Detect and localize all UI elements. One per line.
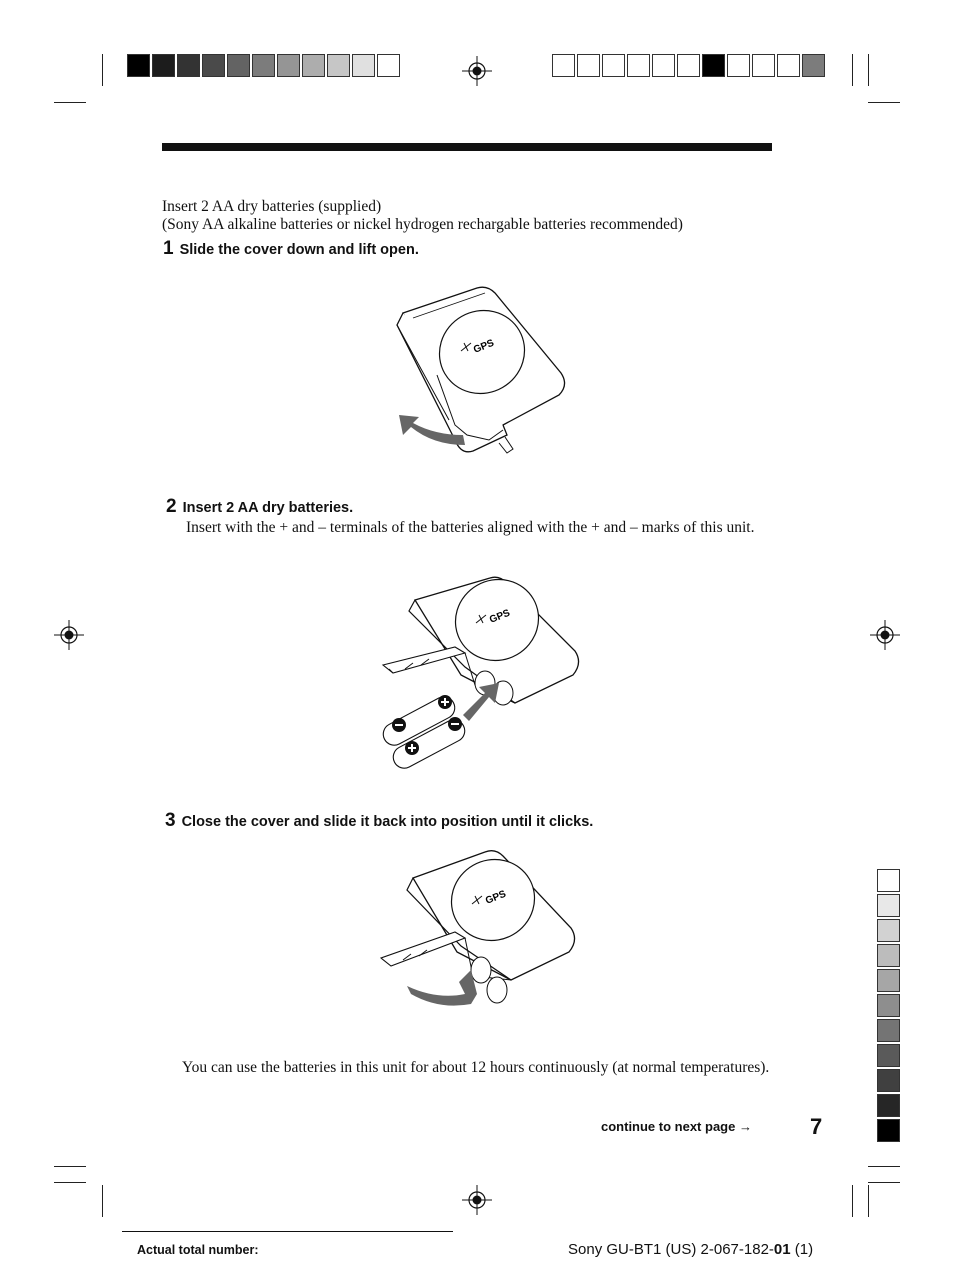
step-number: 2 — [166, 496, 177, 517]
crop-mark — [852, 1185, 853, 1217]
crop-mark — [868, 102, 900, 103]
crop-mark — [868, 1166, 900, 1167]
color-swatch — [877, 1044, 900, 1067]
intro-line-1: Insert 2 AA dry batteries (supplied) — [162, 198, 382, 215]
color-swatch — [877, 1069, 900, 1092]
registration-mark-icon — [870, 620, 900, 650]
crop-mark — [868, 54, 869, 86]
color-swatch — [202, 54, 225, 77]
color-swatch — [877, 919, 900, 942]
color-swatch — [727, 54, 750, 77]
illustration-open-cover — [385, 285, 575, 460]
battery-note: You can use the batteries in this unit for about 12 hours continuously (at normal temperatures). — [182, 1059, 770, 1076]
color-swatch — [877, 969, 900, 992]
color-swatch — [702, 54, 725, 77]
color-swatch — [227, 54, 250, 77]
color-swatch — [652, 54, 675, 77]
footer-total-label: Actual total number: — [137, 1243, 259, 1257]
color-calibration-bar — [552, 54, 827, 77]
color-swatch — [127, 54, 150, 77]
device-label: GPS — [484, 888, 508, 907]
continue-link[interactable] — [601, 1119, 752, 1134]
color-swatch — [677, 54, 700, 77]
close-arrow-icon — [407, 970, 477, 1006]
color-swatch — [152, 54, 175, 77]
crop-mark — [102, 54, 103, 86]
registration-mark-icon — [462, 1185, 492, 1215]
color-swatch — [302, 54, 325, 77]
step-title: Close the cover and slide it back into position until it clicks. — [181, 814, 594, 830]
color-swatch — [277, 54, 300, 77]
color-swatch — [877, 944, 900, 967]
crop-mark — [868, 1182, 900, 1183]
color-swatch — [877, 1119, 900, 1142]
color-swatch — [752, 54, 775, 77]
color-swatch — [877, 1094, 900, 1117]
crop-mark — [54, 1166, 86, 1167]
step-2-heading — [166, 496, 353, 518]
step-number: 3 — [165, 810, 176, 831]
color-swatch — [577, 54, 600, 77]
step-title: Insert 2 AA dry batteries. — [182, 500, 354, 516]
continue-text: continue to next page — [601, 1119, 736, 1134]
registration-mark-icon — [54, 620, 84, 650]
color-swatch — [377, 54, 400, 77]
insert-arrow-icon — [463, 683, 499, 721]
step-1-heading — [163, 238, 419, 260]
crop-mark — [102, 1185, 103, 1217]
step-number: 1 — [163, 238, 174, 259]
crop-mark — [868, 1185, 869, 1217]
color-swatch — [777, 54, 800, 77]
intro-line-2: (Sony AA alkaline batteries or nickel hydrogen rechargable batteries recommended) — [162, 216, 683, 233]
color-calibration-bar — [877, 869, 900, 1144]
step-2-description: Insert with the + and – terminals of the batteries aligned with the + and – marks of this unit. — [186, 519, 755, 536]
registration-mark-icon — [462, 56, 492, 86]
crop-mark — [54, 1182, 86, 1183]
color-calibration-bar — [127, 54, 402, 77]
color-swatch — [877, 1019, 900, 1042]
device-label: GPS — [472, 337, 496, 356]
step-3-heading — [165, 810, 593, 832]
color-swatch — [627, 54, 650, 77]
illustration-close-cover — [375, 848, 585, 1013]
footer-model-info: Sony GU-BT1 (US) 2-067-182-01 (1) — [568, 1241, 814, 1258]
step-title: Slide the cover down and lift open. — [179, 242, 419, 258]
crop-mark — [852, 54, 853, 86]
arrow-right-icon: → — [738, 1119, 752, 1134]
color-swatch — [352, 54, 375, 77]
color-swatch — [177, 54, 200, 77]
color-swatch — [877, 994, 900, 1017]
color-swatch — [877, 894, 900, 917]
color-swatch — [552, 54, 575, 77]
device-label: GPS — [488, 607, 512, 626]
color-swatch — [327, 54, 350, 77]
color-swatch — [877, 869, 900, 892]
color-swatch — [252, 54, 275, 77]
page-number: 7 — [810, 1114, 823, 1139]
color-swatch — [602, 54, 625, 77]
crop-mark — [54, 102, 86, 103]
color-swatch — [802, 54, 825, 77]
illustration-insert-batteries — [375, 575, 585, 770]
footer-rule — [122, 1231, 453, 1232]
intro-text — [162, 198, 802, 234]
section-rule — [162, 143, 772, 151]
